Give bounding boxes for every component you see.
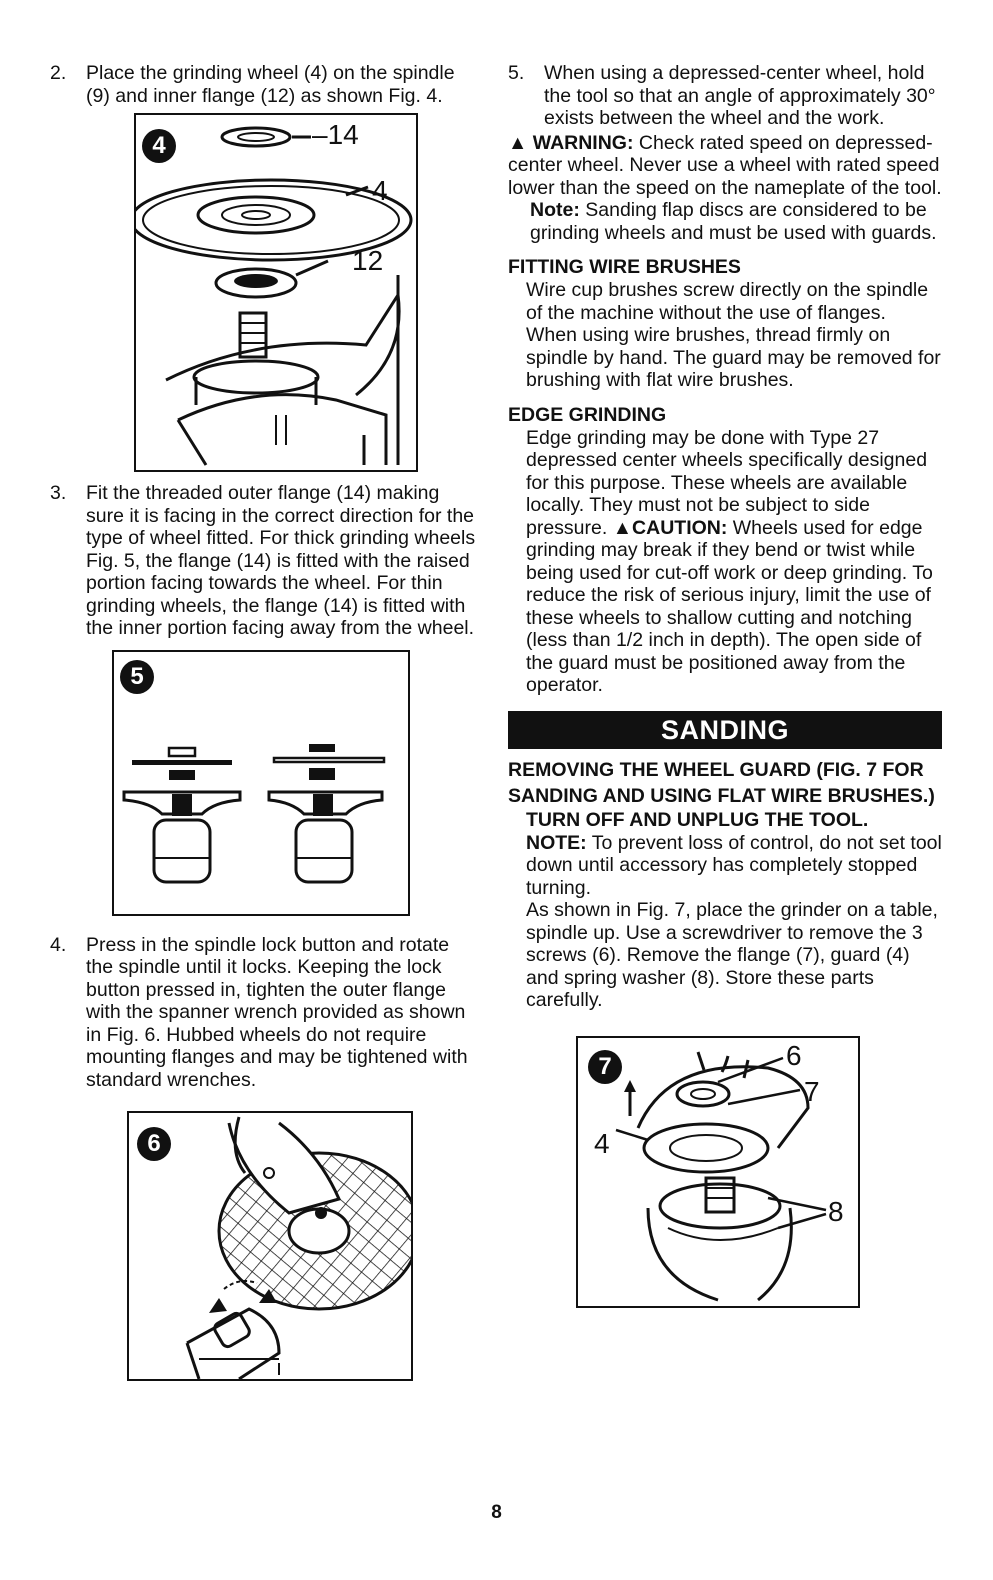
figure-badge: 4 bbox=[142, 129, 176, 163]
figure-6-illustration bbox=[129, 1113, 411, 1379]
thick-wheel-assembly bbox=[124, 748, 240, 882]
turn-off-instruction: TURN OFF AND UNPLUG THE TOOL. bbox=[526, 808, 869, 831]
note-text: To prevent loss of control, do not set tool down until accessory has completely stopped turning. bbox=[526, 831, 942, 899]
step-number: 2. bbox=[50, 62, 67, 84]
warning-block bbox=[508, 132, 942, 200]
sanding-section-band: SANDING bbox=[508, 711, 942, 749]
step-text: Place the grinding wheel (4) on the spindle (9) and inner flange (12) as shown Fig. 4. bbox=[86, 62, 455, 107]
step-number: 5. bbox=[508, 62, 525, 84]
section-body bbox=[508, 809, 942, 1012]
warning-label: WARNING: bbox=[532, 131, 634, 154]
figure-badge: 6 bbox=[137, 1127, 171, 1161]
removing-guard-section bbox=[508, 757, 942, 1012]
callout-8: 8 bbox=[828, 1195, 844, 1227]
figure-badge: 5 bbox=[120, 660, 154, 694]
step-text: Press in the spindle lock button and rotate the spindle until it locks. Keeping the lock button pressed in, tighten the outer flange with the spanner wrench provided as shown in Fig. 6. Hubbed wheels do not require mounting flanges and may be tightened with standard wrenches. bbox=[86, 933, 468, 1091]
step-number: 3. bbox=[50, 482, 67, 504]
caution-icon: ▲ bbox=[612, 516, 633, 539]
thin-wheel-assembly bbox=[269, 744, 384, 882]
figure-6 bbox=[127, 1111, 413, 1381]
figure-5-illustration bbox=[114, 652, 408, 914]
figure-4-illustration bbox=[136, 115, 416, 470]
figure-5 bbox=[112, 650, 410, 916]
caution-text: Wheels used for edge grinding may break if they bend or twist while being used for cut-off work or deep grinding. To reduce the risk of serious injury, limit the use of these wheels to shallow cutting and notching (less than 1/2 inch in depth). The open side of the guard must be positioned away from the operator. bbox=[526, 516, 933, 696]
step-number: 4. bbox=[50, 933, 67, 956]
figure-badge: 7 bbox=[588, 1050, 622, 1084]
note-label: NOTE: bbox=[526, 831, 587, 854]
left-column bbox=[50, 62, 480, 1381]
warning-icon: ▲ bbox=[508, 131, 528, 154]
note-block bbox=[508, 199, 942, 244]
section-heading: REMOVING THE WHEEL GUARD (FIG. 7 FOR SANDING AND USING FLAT WIRE BRUSHES.) bbox=[508, 758, 935, 807]
callout-4: 4 bbox=[372, 175, 388, 206]
wire-brushes-section bbox=[508, 256, 942, 392]
caution-label: CAUTION: bbox=[632, 516, 728, 539]
callout-4: 4 bbox=[594, 1127, 610, 1159]
step-4 bbox=[50, 934, 480, 1092]
edge-grinding-section bbox=[508, 404, 942, 697]
section-heading: EDGE GRINDING bbox=[508, 403, 667, 426]
step-5 bbox=[508, 62, 942, 130]
section-heading: FITTING WIRE BRUSHES bbox=[508, 256, 741, 278]
note-label: Note: bbox=[530, 199, 580, 221]
section-text: As shown in Fig. 7, place the grinder on a table, spindle up. Use a screwdriver to remove the 3 screws (6). Remove the flange (7), guard (4) and spring washer (8). Store these parts carefully. bbox=[526, 899, 938, 1011]
figure-4 bbox=[134, 113, 418, 472]
step-2 bbox=[50, 62, 480, 107]
right-column bbox=[508, 62, 942, 1308]
figure-7 bbox=[576, 1036, 860, 1308]
callout-7: 7 bbox=[804, 1075, 820, 1107]
note-text: Sanding flap discs are considered to be grinding wheels and must be used with guards. bbox=[530, 199, 937, 244]
callout-12: 12 bbox=[352, 245, 384, 276]
warning-text: Check rated speed on depressed-center wheel. Never use a wheel with rated speed lower than the speed on the nameplate of the tool. bbox=[508, 131, 942, 199]
step-text: Fit the threaded outer flange (14) making sure it is facing in the correct direction for the type of wheel fitted. For thick grinding wheels Fig. 5, the flange (14) is fitted with the raised portion facing towards the wheel. For thin grinding wheels, the flange (14) is fitted with the inner portion facing away from the wheel. bbox=[86, 482, 476, 639]
note-block bbox=[526, 832, 942, 900]
section-text: Wire cup brushes screw directly on the spindle of the machine without the use of flanges. When using wire brushes, thread firmly on spindle by hand. The guard may be removed for brushing with flat wire brushes. bbox=[526, 279, 941, 391]
callout-14: –14 bbox=[312, 119, 359, 150]
step-text: When using a depressed-center wheel, hold the tool so that an angle of approximately 30° exists between the wheel and the work. bbox=[544, 62, 936, 129]
section-text: Edge grinding may be done with Type 27 depressed center wheels specifically designed for this purpose. These wheels are available locally. They must not be subject to side pressure. ▲CAUTION: Wheels used for edge grinding may break if they bend or twist while being used for cut-off work or deep grinding. To reduce the risk of serious injury, limit the use of these wheels to shallow cutting and notching (less than 1/2 inch in depth). The open side of the guard must be positioned away from the operator. bbox=[526, 426, 933, 696]
callout-6: 6 bbox=[786, 1039, 802, 1071]
page-number: 8 bbox=[491, 1502, 502, 1523]
step-3 bbox=[50, 482, 480, 640]
